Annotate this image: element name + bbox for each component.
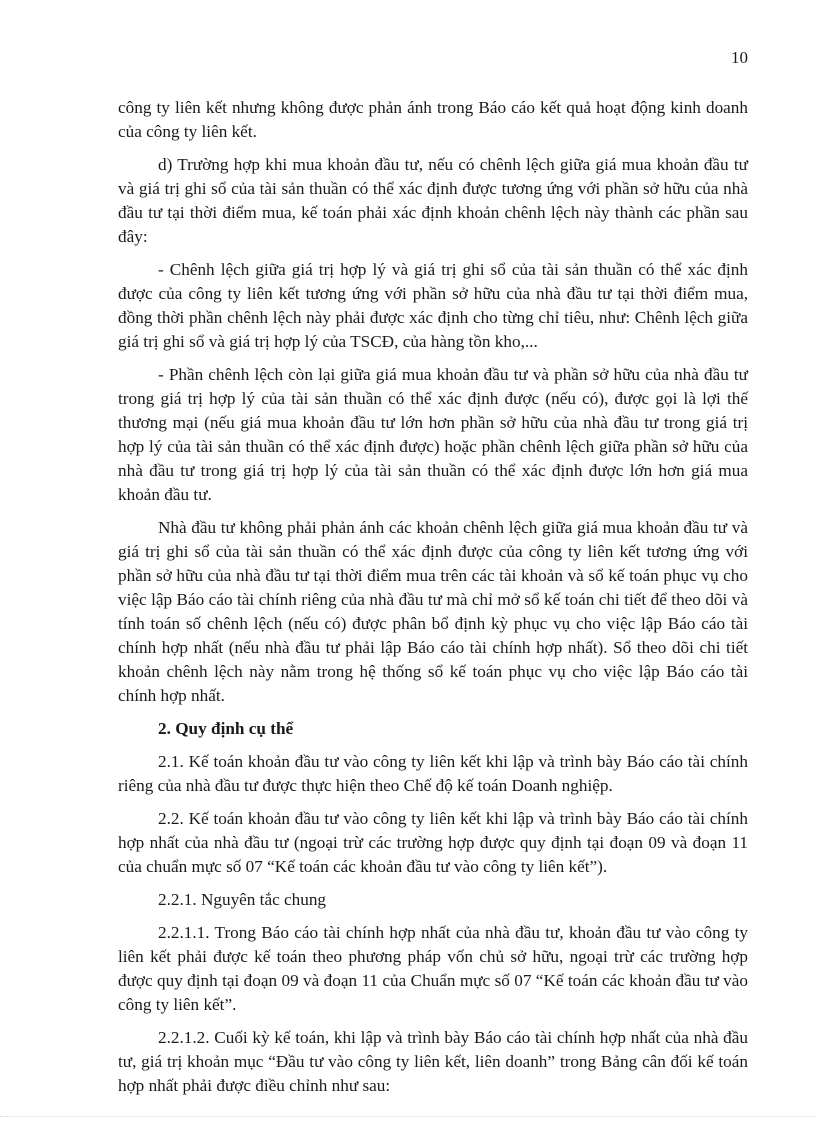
paragraph: công ty liên kết nhưng không được phản ánh trong Báo cáo kết quả hoạt động kinh doanh của công ty liên kết. xyxy=(118,98,748,141)
paragraph: - Chênh lệch giữa giá trị hợp lý và giá trị ghi sổ của tài sản thuần có thể xác định được của công ty liên kết tương ứng với phần sở hữu của nhà đầu tư tại thời điểm mua, đồng thời phần chênh lệch này phải được xác định cho từng chỉ tiêu, như: Chênh lệch giữa giá trị ghi sổ và giá trị hợp lý của TSCĐ, của hàng tồn kho,... xyxy=(118,260,748,351)
subsection-heading: 2.2.1. Nguyên tắc chung xyxy=(158,890,327,909)
page-body xyxy=(118,96,748,1107)
page-bottom-divider xyxy=(0,1116,816,1117)
paragraph: d) Trường hợp khi mua khoản đầu tư, nếu có chênh lệch giữa giá mua khoản đầu tư và giá trị ghi sổ của tài sản thuần có thể xác định được tương ứng với phần sở hữu của nhà đầu tư tại thời điểm mua, kế toán phải xác định khoản chênh lệch này thành các phần sau đây: xyxy=(118,155,748,246)
paragraph: - Phần chênh lệch còn lại giữa giá mua khoản đầu tư và phần sở hữu của nhà đầu tư trong giá trị hợp lý của tài sản thuần có thể xác định được (nếu có), được gọi là lợi thế thương mại (nếu giá mua khoản đầu tư lớn hơn phần sở hữu của nhà đầu tư trong giá trị hợp lý của tài sản thuần có thể xác định được) hoặc phần chênh lệch giữa phần sở hữu của nhà đầu tư trong giá trị hợp lý của tài sản thuần có thể xác định được lớn hơn giá mua khoản đầu tư. xyxy=(118,365,748,504)
paragraph: 2.2.1.1. Trong Báo cáo tài chính hợp nhất của nhà đầu tư, khoản đầu tư vào công ty liên kết phải được kế toán theo phương pháp vốn chủ sở hữu, ngoại trừ các trường hợp được quy định tại đoạn 09 và đoạn 11 của Chuẩn mực số 07 “Kế toán các khoản đầu tư vào công ty liên kết”. xyxy=(118,923,748,1014)
paragraph: 2.2.1.2. Cuối kỳ kế toán, khi lập và trình bày Báo cáo tài chính hợp nhất của nhà đầu tư, giá trị khoản mục “Đầu tư vào công ty liên kết, liên doanh” trong Bảng cân đối kế toán hợp nhất phải được điều chỉnh như sau: xyxy=(118,1028,748,1095)
paragraph: 2.2. Kế toán khoản đầu tư vào công ty liên kết khi lập và trình bày Báo cáo tài chính hợp nhất của nhà đầu tư (ngoại trừ các trường hợp được quy định tại đoạn 09 và đoạn 11 của chuẩn mực số 07 “Kế toán các khoản đầu tư vào công ty liên kết”). xyxy=(118,809,748,876)
paragraph: 2.1. Kế toán khoản đầu tư vào công ty liên kết khi lập và trình bày Báo cáo tài chính riêng của nhà đầu tư được thực hiện theo Chế độ kế toán Doanh nghiệp. xyxy=(118,752,748,795)
section-heading: 2. Quy định cụ thể xyxy=(158,719,294,738)
page-number: 10 xyxy=(731,48,748,67)
paragraph: Nhà đầu tư không phải phản ánh các khoản chênh lệch giữa giá mua khoản đầu tư và giá trị ghi sổ của tài sản thuần có thể xác định được của công ty liên kết tương ứng với phần sở hữu của nhà đầu tư tại thời điểm mua trên các tài khoản và sổ kế toán phục vụ cho việc lập Báo cáo tài chính riêng của nhà đầu tư mà chỉ mở sổ kế toán chi tiết để theo dõi và tính toán số chênh lệch (nếu có) được phân bổ định kỳ phục vụ cho việc lập Báo cáo tài chính hợp nhất (nếu nhà đầu tư phải lập Báo cáo tài chính hợp nhất). Sổ theo dõi chi tiết khoản chênh lệch này nằm trong hệ thống sổ kế toán phục vụ cho việc lập Báo cáo tài chính hợp nhất. xyxy=(118,518,748,705)
